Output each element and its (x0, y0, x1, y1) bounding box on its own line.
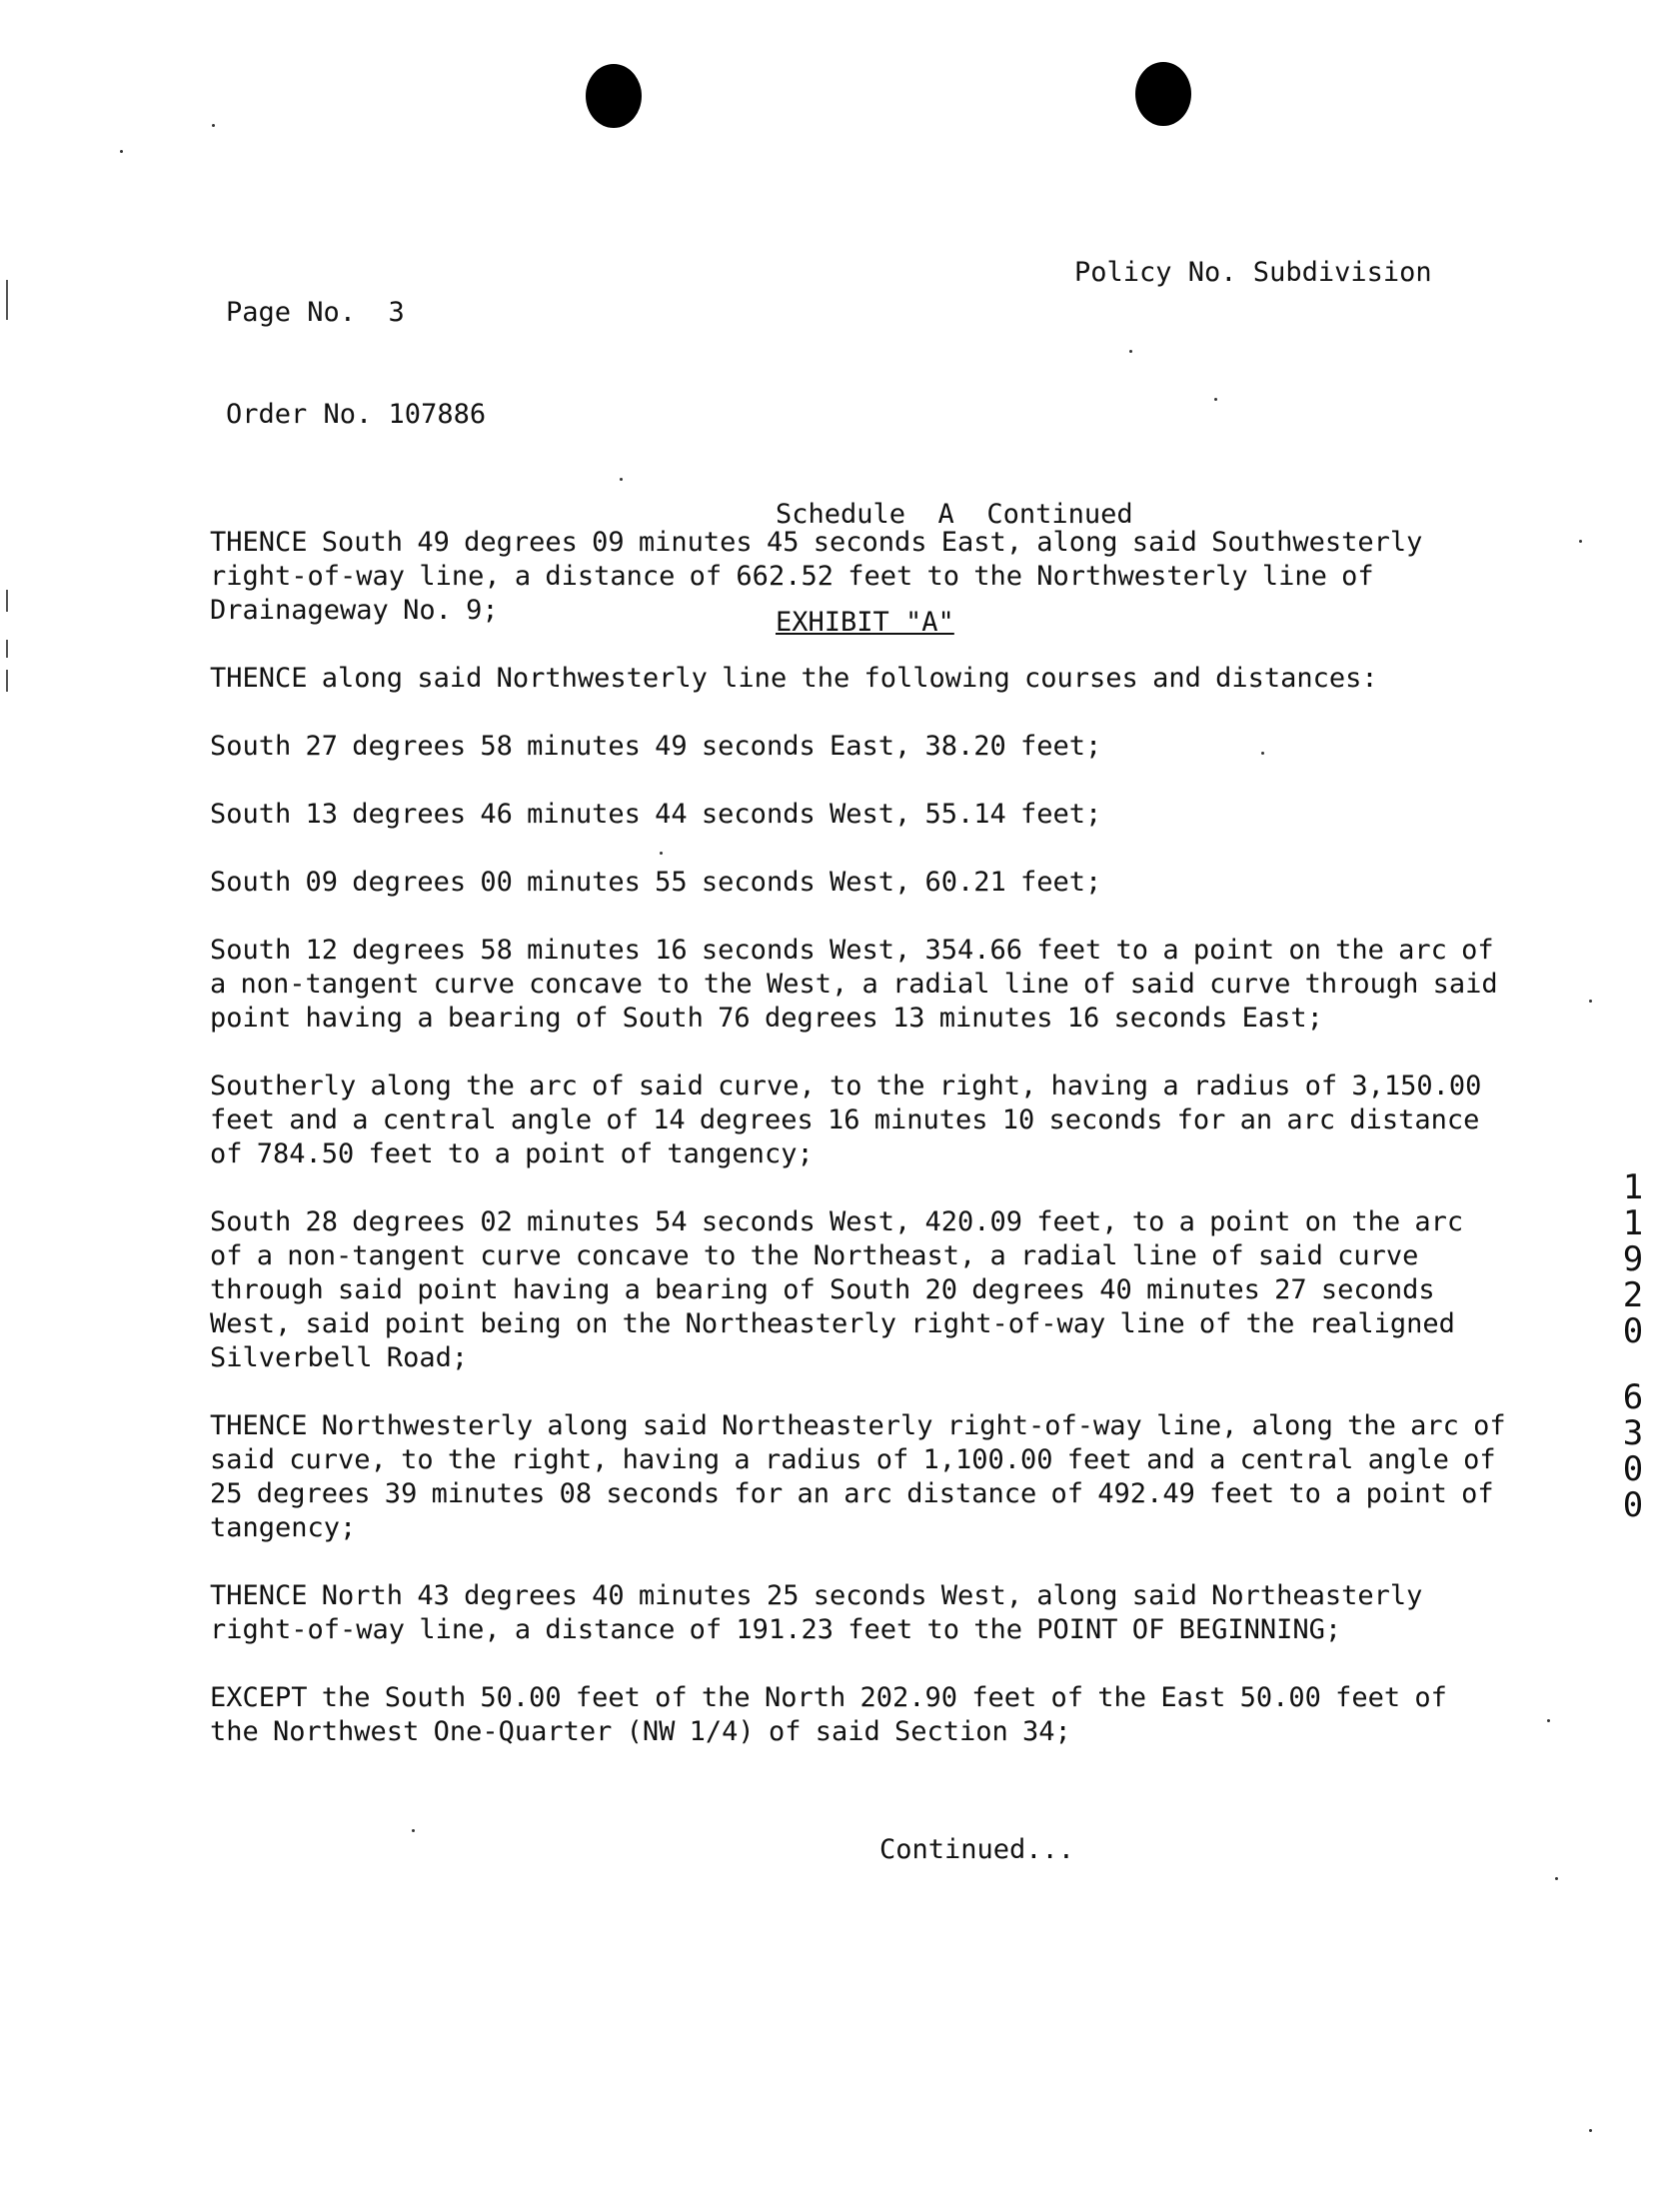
scan-speck (212, 124, 215, 127)
course-paragraph: South 13 degrees 46 minutes 44 seconds West, 55.14 feet; (210, 799, 1102, 830)
page-number: Page No. 3 (226, 297, 405, 328)
stamp-digit: 1 (1622, 1203, 1644, 1243)
margin-recording-stamp (1613, 1169, 1653, 1523)
order-number: Order No. 107886 (226, 399, 487, 430)
course-paragraph: South 09 degrees 00 minutes 55 seconds West, 60.21 feet; (210, 867, 1102, 898)
scan-speck (120, 150, 123, 153)
punch-hole-right (1135, 62, 1191, 126)
punch-hole-left (586, 64, 642, 128)
stamp-digit: 3 (1622, 1413, 1644, 1453)
schedule-title: Schedule A Continued (776, 499, 1133, 530)
scan-speck (1589, 2129, 1592, 2132)
course-paragraph: South 27 degrees 58 minutes 49 seconds East, 38.20 feet; (210, 731, 1102, 762)
stamp-digit: 2 (1622, 1275, 1644, 1315)
scan-speck (620, 478, 623, 481)
scan-speck (1547, 1719, 1550, 1722)
legal-description (210, 526, 1509, 1783)
policy-number: Policy No. Subdivision (1074, 257, 1432, 288)
exception-paragraph: EXCEPT the South 50.00 feet of the North 202.90 feet of the East 50.00 feet of the Northwest One-Quarter (NW 1/4) of said Section 34; (210, 1682, 1447, 1747)
course-paragraph: South 28 degrees 02 minutes 54 seconds West, 420.09 feet, to a point on the arc of a non-tangent curve concave to the Northeast, a radial line of said curve through said point having a bearing of South 20 degrees 40 minutes 27 seconds West, said point being on the Northeasterly right-of-way line of the realigned Silverbell Road; (210, 1206, 1464, 1373)
stamp-digit: 6 (1622, 1377, 1644, 1417)
course-paragraph: THENCE Northwesterly along said Northeasterly right-of-way line, along the arc of said curve, to the right, having a radius of 1,100.00 feet and a central angle of 25 degrees 39 minutes 08 seconds for an arc distance of 492.49 feet to a point of tangency; (210, 1410, 1506, 1543)
course-paragraph: THENCE North 43 degrees 40 minutes 25 seconds West, along said Northeasterly right-of-way line, a distance of 191.23 feet to the POINT OF BEGINNING; (210, 1580, 1423, 1645)
stamp-digit: 9 (1622, 1239, 1644, 1279)
exhibit-title: EXHIBIT "A" (776, 607, 954, 638)
scan-edge-mark (6, 640, 8, 658)
stamp-digit: 1 (1622, 1167, 1644, 1207)
scan-speck (412, 1829, 415, 1832)
scan-speck (1214, 398, 1217, 401)
scan-edge-mark (6, 590, 8, 612)
scan-speck (1589, 1000, 1592, 1003)
course-paragraph: THENCE South 49 degrees 09 minutes 45 seconds East, along said Southwesterly right-of-way line, a distance of 662.52 feet to the Northwesterly line of Drainageway No. 9; (210, 527, 1423, 626)
course-paragraph: South 12 degrees 58 minutes 16 seconds West, 354.66 feet to a point on the arc of a non-tangent curve concave to the West, a radial line of said curve through said point having a bearing of South 76 degrees 13 minutes 16 seconds East; (210, 935, 1498, 1034)
stamp-digit: 0 (1622, 1485, 1644, 1525)
stamp-digit: 0 (1622, 1311, 1644, 1351)
scan-speck (1579, 540, 1582, 543)
scan-edge-mark (6, 280, 8, 320)
scan-speck (1555, 1877, 1558, 1880)
header-left (226, 228, 486, 500)
course-paragraph: THENCE along said Northwesterly line the following courses and distances: (210, 663, 1378, 694)
stamp-gap (1613, 1349, 1653, 1379)
stamp-digit: 0 (1622, 1449, 1644, 1489)
scan-edge-mark (6, 670, 8, 692)
course-paragraph: Southerly along the arc of said curve, to the right, having a radius of 3,150.00 feet and a central angle of 14 degrees 16 minutes 10 seconds for an arc distance of 784.50 feet to a point of tangency; (210, 1071, 1482, 1169)
scan-speck (1129, 350, 1132, 353)
continued-note: Continued... (879, 1834, 1075, 1865)
